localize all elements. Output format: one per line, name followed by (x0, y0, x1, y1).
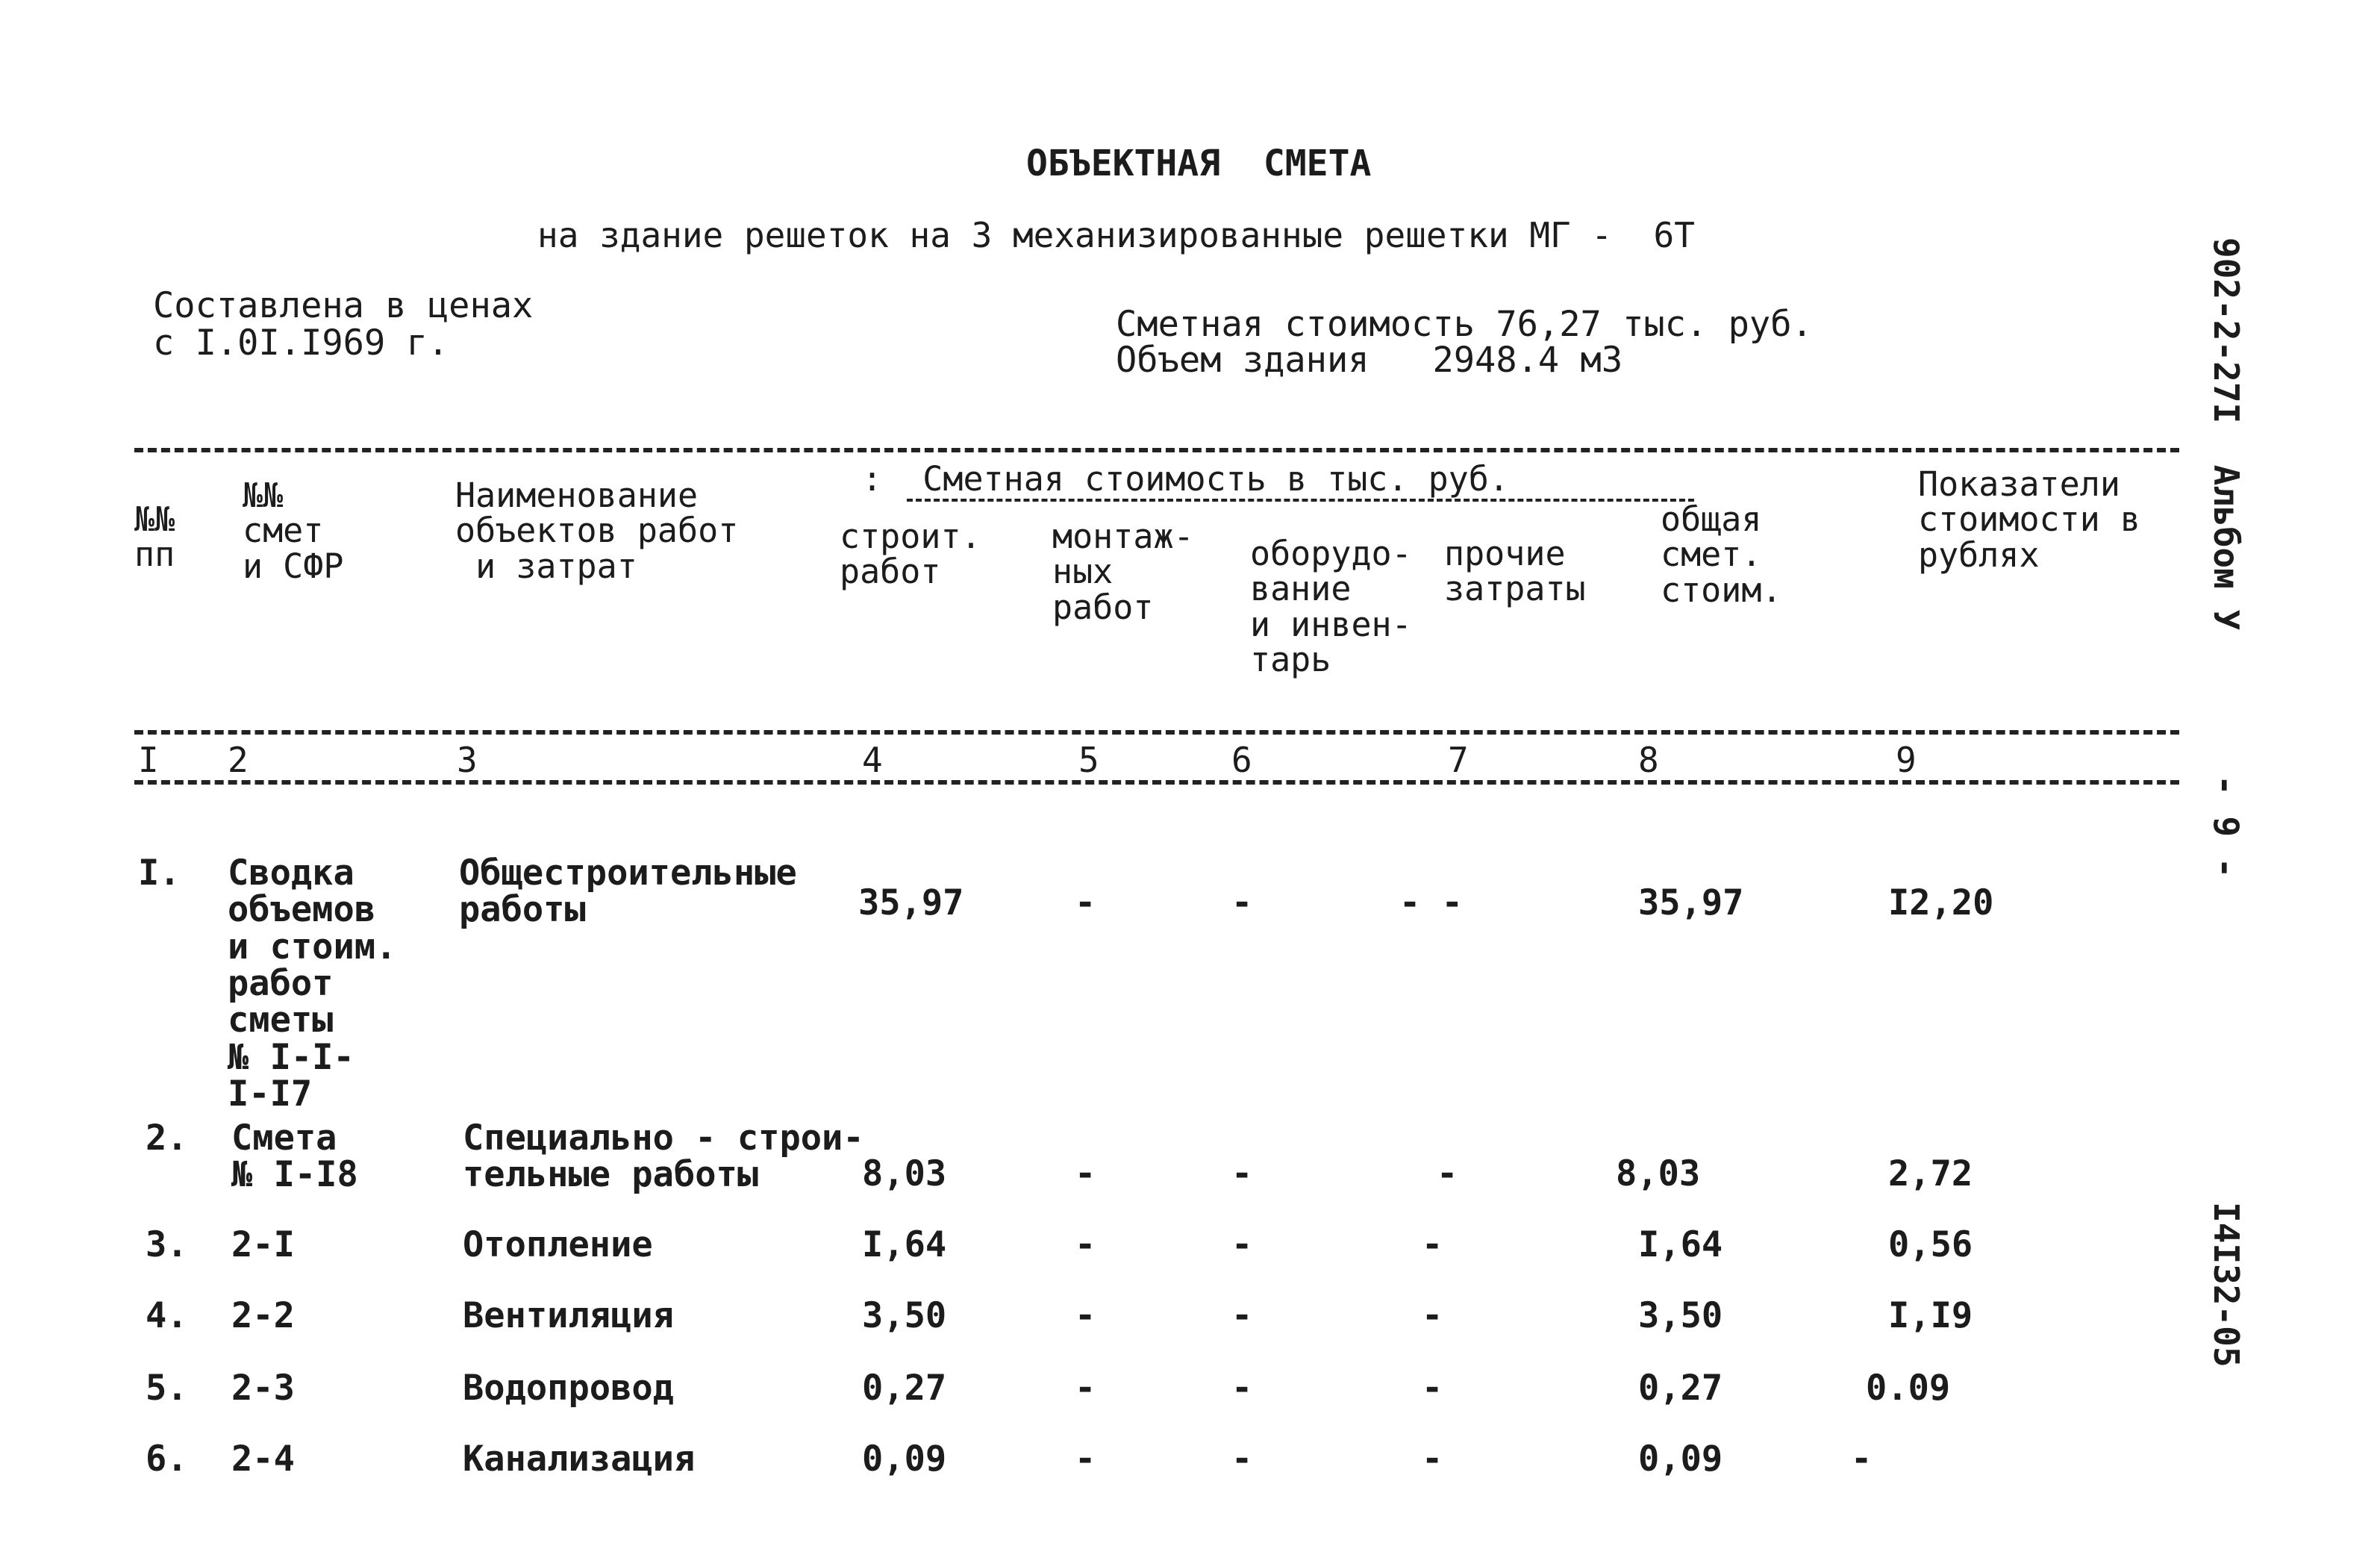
row-1-construction: 35,97 (858, 882, 964, 923)
row-3-code: 2-I (231, 1224, 295, 1265)
row-3-other: - (1422, 1224, 1443, 1265)
row-6-equipment: - (1231, 1439, 1253, 1480)
col-number-2: 2 (228, 740, 249, 780)
row-1-indicator: I2,20 (1888, 882, 1994, 923)
side-doc-code: 902-2-27I Альбом У (2206, 237, 2246, 631)
header-col-8: общая смет. стоим. (1661, 499, 1782, 610)
row-6-code: 2-4 (231, 1439, 295, 1480)
row-6-other: - (1422, 1439, 1443, 1480)
header-col-7: прочие затраты (1444, 534, 1586, 609)
row-1-equipment: - (1231, 882, 1253, 923)
row-5-equipment: - (1231, 1368, 1253, 1409)
row-2-construction: 8,03 (862, 1153, 947, 1194)
row-4-other: - (1422, 1295, 1443, 1336)
header-col-1: №№ пп (134, 499, 175, 575)
row-5-code: 2-3 (231, 1368, 295, 1409)
col-number-4: 4 (862, 740, 883, 780)
row-6-indicator: - (1851, 1439, 1873, 1480)
col-number-7: 7 (1448, 740, 1469, 780)
row-5-construction: 0,27 (862, 1368, 947, 1409)
row-1-code: Сводка объемов и стоим. работ сметы № I-I- I-I7 (228, 853, 397, 1115)
col-number-1: I (138, 740, 159, 780)
row-1-other: - - (1399, 882, 1463, 923)
row-3-total: I,64 (1638, 1224, 1723, 1265)
header-col-6: оборудо- вание и инвен- тарь (1250, 534, 1412, 679)
col-number-5: 5 (1078, 740, 1099, 780)
table-top-rule (134, 448, 2179, 452)
prices-line-1: Составлена в ценах (153, 285, 534, 326)
header-col-2: №№ смет и СФР (243, 476, 344, 586)
row-2-code: Смета № I-I8 (231, 1118, 358, 1196)
col-number-6: 6 (1231, 740, 1252, 780)
header-group-underline (907, 499, 1694, 502)
row-6-construction: 0,09 (862, 1439, 947, 1480)
header-cost-group: : Сметная стоимость в тыс. руб. (862, 459, 1509, 499)
row-5-total: 0,27 (1638, 1368, 1723, 1409)
row-1-name: Общестроительные работы (459, 853, 797, 931)
row-6-installation: - (1075, 1439, 1096, 1480)
row-4-name: Вентиляция (463, 1295, 674, 1336)
row-4-code: 2-2 (231, 1295, 295, 1336)
row-2-total: 8,03 (1616, 1153, 1701, 1194)
row-5-number: 5. (146, 1368, 188, 1409)
row-4-number: 4. (146, 1295, 188, 1336)
estimate-cost: Сметная стоимость 76,27 тыс. руб. (1116, 304, 1813, 345)
row-4-installation: - (1075, 1295, 1096, 1336)
row-5-name: Водопровод (463, 1368, 674, 1409)
row-2-equipment: - (1231, 1153, 1253, 1194)
row-2-name: Специально - строи- тельные работы (463, 1118, 864, 1196)
prices-line-2: с I.0I.I969 г. (153, 322, 449, 364)
row-5-indicator: 0.09 (1866, 1368, 1951, 1409)
row-2-other: - (1437, 1153, 1458, 1194)
column-number-rule (134, 780, 2179, 785)
row-4-indicator: I,I9 (1888, 1295, 1973, 1336)
row-2-installation: - (1075, 1153, 1096, 1194)
row-1-number: I. (138, 853, 181, 894)
row-6-number: 6. (146, 1439, 188, 1480)
row-1-total: 35,97 (1638, 882, 1744, 923)
row-2-indicator: 2,72 (1888, 1153, 1973, 1194)
row-4-construction: 3,50 (862, 1295, 947, 1336)
col-number-9: 9 (1896, 740, 1917, 780)
row-5-other: - (1422, 1368, 1443, 1409)
row-4-total: 3,50 (1638, 1295, 1723, 1336)
row-3-indicator: 0,56 (1888, 1224, 1973, 1265)
header-col-9: Показатели стоимости в рублях (1918, 464, 2141, 575)
col-number-3: 3 (457, 740, 478, 780)
col-number-8: 8 (1638, 740, 1659, 780)
side-page-number: - 9 - (2206, 775, 2246, 879)
row-1-installation: - (1075, 882, 1096, 923)
header-bottom-rule (134, 730, 2179, 735)
row-6-total: 0,09 (1638, 1439, 1723, 1480)
building-volume: Объем здания 2948.4 м3 (1116, 340, 1623, 381)
row-3-construction: I,64 (862, 1224, 947, 1265)
header-col-5: монтаж- ных работ (1052, 517, 1194, 627)
document-subtitle: на здание решеток на 3 механизированные решетки МГ - 6Т (537, 215, 1695, 255)
row-5-installation: - (1075, 1368, 1096, 1409)
document-title: ОБЪЕКТНАЯ СМЕТА (1026, 143, 1372, 184)
header-col-4: строит. работ (840, 517, 981, 592)
row-3-equipment: - (1231, 1224, 1253, 1265)
row-2-number: 2. (146, 1118, 188, 1159)
side-inventory-number: I4I32-05 (2206, 1202, 2246, 1368)
row-3-installation: - (1075, 1224, 1096, 1265)
row-6-name: Канализация (463, 1439, 696, 1480)
row-4-equipment: - (1231, 1295, 1253, 1336)
row-3-number: 3. (146, 1224, 188, 1265)
row-3-name: Отопление (463, 1224, 653, 1265)
header-col-3: Наименование объектов работ и затрат (455, 476, 739, 586)
